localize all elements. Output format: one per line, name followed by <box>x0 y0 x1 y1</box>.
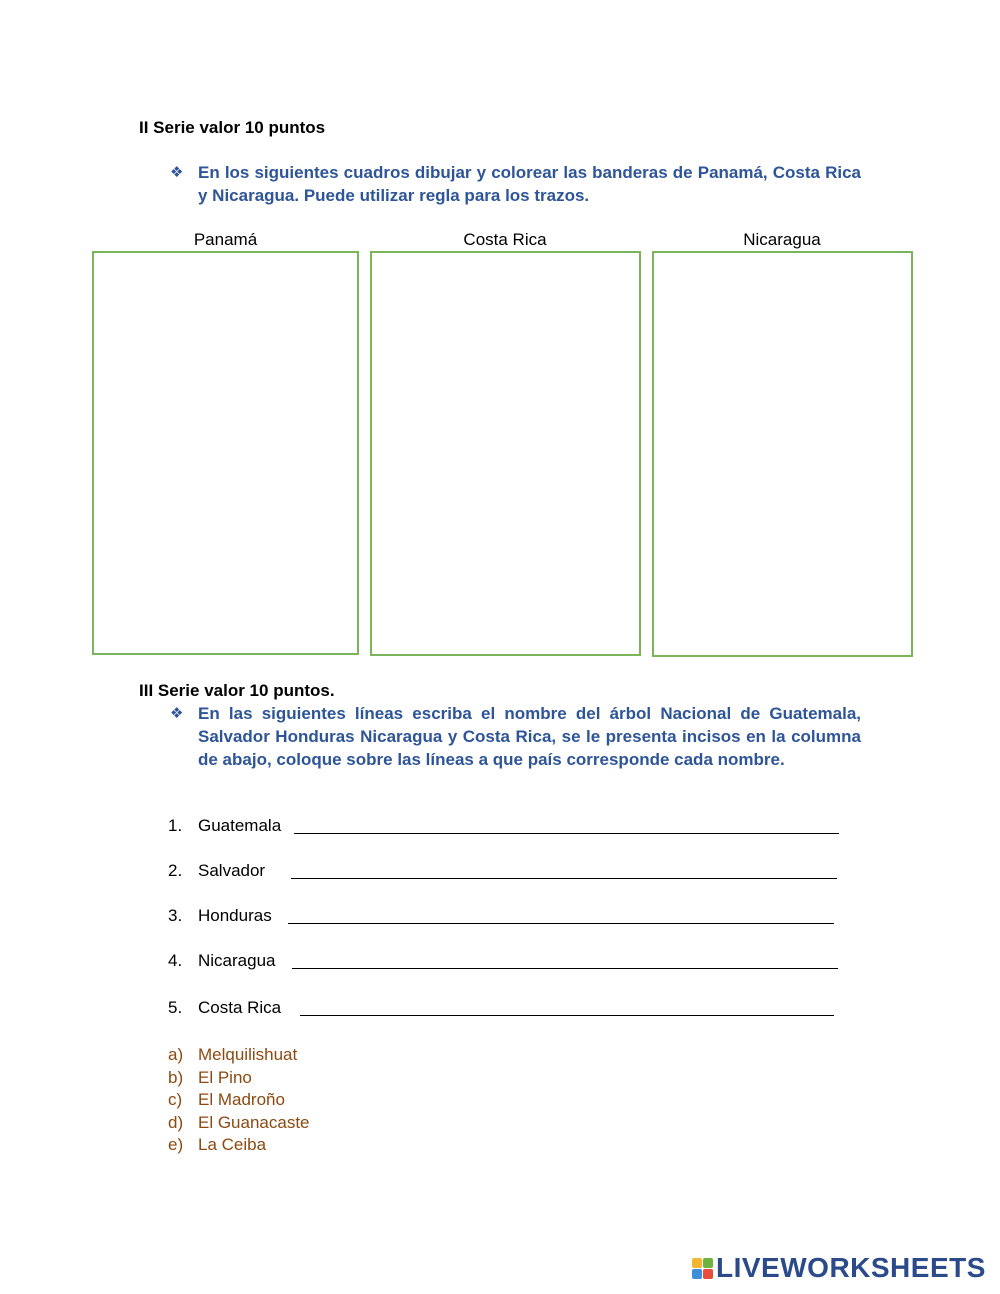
country-item-nicaragua <box>168 951 276 971</box>
diamond-bullet-icon: ❖ <box>170 705 184 722</box>
country-item-salvador <box>168 861 265 881</box>
diamond-bullet-icon: ❖ <box>170 164 184 181</box>
logo-text: LIVEWORKSHEETS <box>716 1252 986 1283</box>
series-3-heading: III Serie valor 10 puntos. <box>139 681 335 700</box>
flag-drawing-box-panama[interactable] <box>92 251 359 655</box>
country-label: Guatemala <box>198 816 282 835</box>
liveworksheets-logo-icon <box>692 1258 714 1280</box>
country-label: Honduras <box>198 906 272 925</box>
option-letter: e) <box>168 1135 184 1154</box>
answer-line-nicaragua[interactable] <box>292 968 838 969</box>
item-number: 4. <box>168 951 183 970</box>
country-label: Salvador <box>198 861 266 880</box>
tree-option <box>168 1112 310 1135</box>
country-item-costa-rica <box>168 998 281 1018</box>
country-item-honduras <box>168 906 272 926</box>
option-letter: c) <box>168 1090 183 1109</box>
flag-drawing-box-nicaragua[interactable] <box>652 251 913 657</box>
country-label: Costa Rica <box>198 998 282 1017</box>
tree-option <box>168 1044 310 1067</box>
tree-name: La Ceiba <box>198 1135 267 1154</box>
tree-name: El Pino <box>198 1067 252 1087</box>
country-item-guatemala <box>168 816 281 836</box>
series-3-instruction: En las siguientes líneas escriba el nombre del árbol Nacional de Guatemala, Salvador Honduras Nicaragua y Costa Rica, se le presenta incisos en la columna de abajo, coloque sobre las líneas a que país corresponde cada nombre. <box>198 704 861 769</box>
series-2-instruction: En los siguientes cuadros dibujar y colorear las banderas de Panamá, Costa Rica y Nicaragua. Puede utilizar regla para los trazos. <box>198 163 861 205</box>
option-letter: b) <box>168 1067 184 1087</box>
country-label: Nicaragua <box>198 951 276 970</box>
item-number: 5. <box>168 998 183 1017</box>
item-number: 2. <box>168 861 183 880</box>
item-number: 3. <box>168 906 183 925</box>
tree-option <box>168 1089 310 1112</box>
answer-line-honduras[interactable] <box>288 923 834 924</box>
tree-name: El Guanacaste <box>198 1112 310 1132</box>
flag-drawing-box-costa-rica[interactable] <box>370 251 641 656</box>
item-number: 1. <box>168 816 183 835</box>
series-2-heading: II Serie valor 10 puntos <box>139 118 326 137</box>
answer-line-guatemala[interactable] <box>294 833 839 834</box>
option-letter: d) <box>168 1112 184 1132</box>
answer-line-costa-rica[interactable] <box>300 1015 834 1016</box>
tree-options-list <box>168 1044 310 1157</box>
tree-option <box>168 1134 310 1157</box>
tree-option <box>168 1067 310 1090</box>
tree-name: Melquilishuat <box>198 1045 298 1064</box>
liveworksheets-logo <box>692 1252 986 1284</box>
flag-label-nicaragua: Nicaragua <box>743 230 821 249</box>
flag-label-costa-rica: Costa Rica <box>463 230 547 249</box>
flag-label-panama: Panamá <box>193 230 258 249</box>
option-letter: a) <box>168 1045 184 1064</box>
tree-name: El Madroño <box>198 1090 285 1109</box>
answer-line-salvador[interactable] <box>291 878 837 879</box>
